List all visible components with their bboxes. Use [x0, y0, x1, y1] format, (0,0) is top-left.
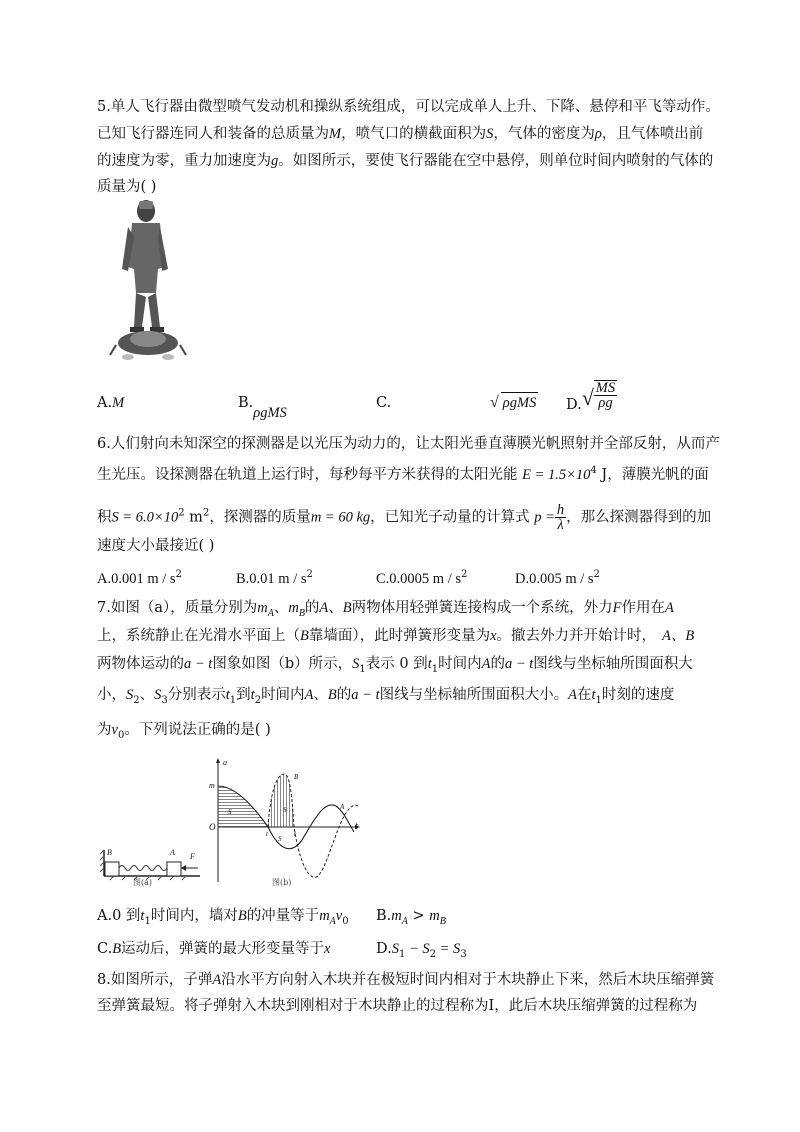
q6-option-d: D.0.005 m / $s^2$ [515, 569, 600, 587]
figure-a-label-b: B [107, 848, 112, 857]
figure-b-axis-a: a [223, 758, 227, 767]
q7-line-3: 两物体运动的a − t图象如图（b）所示，$S_1$表示 0 到$t_1$时间内A的a − t图线与坐标轴所围面积大 [97, 656, 693, 675]
q6-option-c: C.0.0005 m / $s^2$ [376, 569, 468, 587]
figure-b-curve-a: A [340, 803, 345, 811]
figure-b-label-s1: S [228, 808, 232, 816]
figure-b-label-a-max: m [209, 781, 215, 790]
q8-line-2: 至弹簧最短。将子弹射入木块到刚相对于木块静止的过程称为Ⅰ，此后木块压缩弹簧的过程称为 [97, 998, 698, 1014]
q5-line-4: 质量为( ) [97, 179, 157, 195]
q6-line-4: 速度大小最接近( ) [97, 538, 215, 554]
q6-option-b: B.0.01 m / $s^2$ [236, 569, 313, 587]
q6-line-3: 积$S = 6.0\times 10^2$ $m^2$，探测器的质量m = 60 kg，已知光子动量的计算式 p = $\frac{h}{\lambda}$ ，那么探测器得到的加 [97, 502, 712, 533]
figure-b-caption: 图(b) [272, 878, 292, 887]
q7-line-1: 7.如图（a），质量分别为$m_A$、$m_B$的A、B两物体用轻弹簧连接构成一个系统，外力F作用在A [97, 600, 674, 619]
q5-line-1: 5.单人飞行器由微型喷气发动机和操纵系统组成，可以完成单人上升、下降、悬停和平飞等动作。 [97, 99, 720, 115]
figure-a-caption: 图(a) [133, 878, 153, 887]
q5-line-2: 已知飞行器连同人和装备的总质量为M，喷气口的横截面积为S，气体的密度为ρ，且气体喷出前 [97, 126, 704, 142]
figure-b-label-t1: t [266, 830, 268, 838]
figure-b-origin: O [209, 822, 216, 832]
q5-line-3: 的速度为零，重力加速度为g。如图所示，要使飞行器能在空中悬停，则单位时间内喷射的气体的 [97, 153, 714, 169]
figure-b-curve-b: B [294, 773, 299, 781]
q6-option-a: A.0.001 m / $s^2$ [97, 569, 182, 587]
q7-option-c: C.B运动后，弹簧的最大形变量等于x [97, 941, 331, 957]
q6-line-1: 6.人们射向未知深空的探测器是以光压为动力的，让太阳光垂直薄膜光帆照射并全部反射，从而产 [97, 436, 720, 452]
q6-line-2: 生光压。设探测器在轨道上运行时，每秒每平方米获得的太阳光能 $E = 1.5\times 10^4$ J，薄膜光帆的面 [97, 465, 709, 483]
jetpack-figure [108, 197, 188, 365]
figure-b-label-t2: t [294, 830, 296, 838]
q7-line-5: 为$v_0$。下列说法正确的是( ) [97, 722, 271, 741]
figure-b-at-graph [204, 756, 364, 886]
q5-option-d: D.√ $\frac{MS}{\rho g}$ [566, 380, 616, 413]
figure-a-label-f: F [190, 852, 195, 861]
q7-line-4: 小，$S_2$、$S_3$分别表示$t_1$到$t_2$时间内A、B的a − t图线与坐标轴所围面积大小。A在$t_1$时刻的速度 [97, 687, 675, 706]
q8-line-1: 8.如图所示，子弹A沿水平方向射入木块并在极短时间内相对于木块静止下来，然后木块压缩弹簧 [97, 972, 715, 988]
figure-b-axis-t: t [355, 821, 358, 832]
q7-option-d: $D.S_1 - S_2 = S_3$ [376, 941, 467, 960]
q7-option-a: A.0 到$t_1$时间内，墙对B的冲量等于$m_Av_0$ [97, 908, 349, 927]
figure-b-label-s2: S [278, 835, 282, 843]
q5-option-b: B.ρgMS [238, 395, 287, 421]
q7-line-2: 上，系统静止在光滑水平面上（B靠墙面），此时弹簧形变量为x。撤去外力并开始计时， A、B [97, 628, 695, 644]
q5-option-c-value: √ ρgMS [490, 394, 537, 411]
figure-a-label-a: A [170, 848, 175, 857]
q5-option-c: C. [376, 395, 392, 411]
q7-option-b: $B.m_A > m_B$ [376, 908, 446, 927]
figure-b-label-s3: S [283, 806, 287, 814]
q5-option-a: A.M [97, 395, 125, 411]
